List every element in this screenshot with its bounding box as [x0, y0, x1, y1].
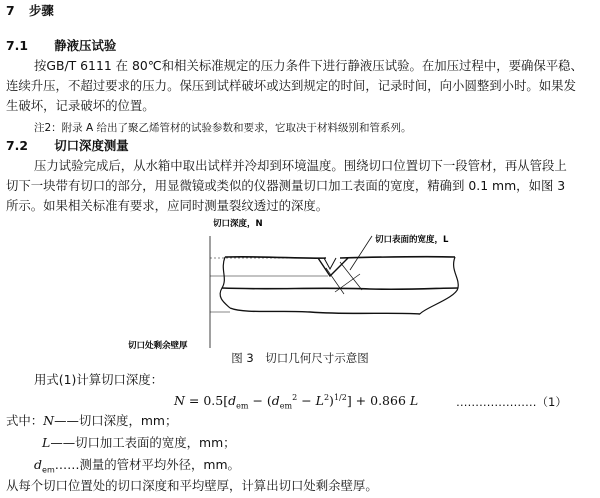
subsection-title: 切口深度测量	[54, 138, 129, 153]
formula-part: −	[297, 393, 316, 408]
formula-l: L	[409, 393, 419, 408]
subsection-heading-7-1	[6, 38, 116, 54]
formula-sub: em	[236, 401, 249, 411]
closing-paragraph: 从每个切口位置处的切口深度和平均壁厚，计算出切口处剩余壁厚。	[6, 478, 378, 493]
label-remaining-wall: 切口处剩余壁厚	[128, 341, 188, 351]
formula-sup: 1/2	[333, 392, 347, 402]
v-notch-inner	[324, 258, 336, 269]
formula-number: …………………（1）	[456, 395, 567, 409]
label-notch-depth: 切口深度，N	[213, 219, 263, 229]
formula-part: − (	[248, 393, 272, 408]
notch-geometry-figure	[128, 212, 470, 358]
section-number: 7	[6, 3, 15, 18]
note-text: 注2：附录 A 给出了聚乙烯管材的试验参数和要求，它取决于材料级别和管系列。	[34, 122, 412, 134]
defs-desc: ——切口加工表面的宽度，mm；	[50, 435, 236, 450]
subsection-title: 静液压试验	[54, 38, 117, 53]
paragraph-line: 生破坏，记录破坏的位置。	[6, 98, 155, 113]
subsection-number: 7.2	[6, 138, 28, 153]
formula-part: )	[329, 393, 334, 408]
defs-desc: ——切口深度，mm；	[54, 413, 178, 428]
definition-l	[42, 435, 236, 451]
paragraph-line: 切下一块带有切口的部分，用显微镜或类似的仪器测量切口加工表面的宽度，精确到 0.1 mm，如图 3	[6, 178, 566, 193]
defs-intro: 式中：	[6, 413, 44, 428]
formula-sub: em	[279, 401, 293, 411]
formula-part: ] + 0.866	[346, 393, 410, 408]
symbol-n: N	[43, 413, 55, 428]
left-break-edge	[220, 257, 230, 308]
formula-sup: 2	[292, 392, 298, 402]
subsection-heading-7-2	[6, 138, 129, 154]
symbol-sub: em	[42, 465, 55, 475]
figure-caption: 图 3 切口几何尺寸示意图	[231, 351, 369, 365]
right-break-edge	[420, 257, 458, 314]
formula-lhs: N	[174, 393, 185, 408]
formula-dem: d	[228, 393, 237, 408]
paragraph-line: 所示。如果相关标准有要求，应同时测量裂纹透过的深度。	[6, 198, 329, 213]
definition-n	[6, 413, 177, 429]
label-notch-surface-width: 切口表面的宽度，L	[375, 235, 449, 245]
section-heading	[6, 3, 54, 19]
formula-dem: d	[271, 393, 280, 408]
pipe-inner-surface	[230, 308, 420, 314]
surface-leader	[350, 236, 372, 270]
formula-intro: 用式(1)计算切口深度：	[34, 372, 164, 387]
formula-l: L	[315, 393, 324, 408]
formula-equation	[174, 393, 418, 409]
subsection-number: 7.1	[6, 38, 28, 53]
formula-part: = 0.5[	[184, 393, 229, 408]
section-title: 步骤	[28, 3, 54, 18]
symbol-l: L	[42, 435, 51, 450]
paragraph-line: 连续升压，不超过要求的压力。保压到试样破坏或达到规定的时间，记录时间，向小圆整到小时。如果发	[6, 78, 576, 93]
formula-sup: 2	[323, 392, 330, 402]
symbol-d: d	[34, 457, 43, 472]
paragraph-line: 按GB/T 6111 在 80℃和相关标准规定的压力条件下进行静液压试验。在加压过程中，要确保平稳、	[34, 58, 583, 73]
defs-desc: ……测量的管材平均外径，mm。	[54, 457, 240, 472]
definition-dem	[34, 457, 240, 473]
paragraph-line: 压力试验完成后，从水箱中取出试样并冷却到环境温度。围绕切口位置切下一段管材，再从管段上	[34, 158, 567, 173]
